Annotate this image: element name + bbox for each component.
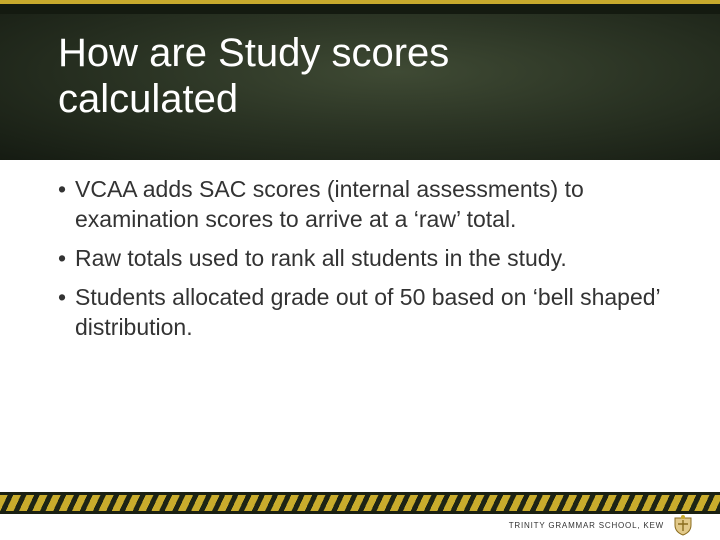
footer xyxy=(0,484,720,540)
school-name: TRINITY GRAMMAR SCHOOL, KEW xyxy=(508,521,664,530)
bullet-text: VCAA adds SAC scores (internal assessments) to examination scores to arrive at a ‘raw’ total. xyxy=(75,176,584,232)
bullet-item xyxy=(58,282,678,342)
bullet-text: Raw totals used to rank all students in the study. xyxy=(75,245,567,271)
footer-striped-band xyxy=(0,492,720,514)
bullet-list xyxy=(58,174,678,351)
slide-title-line-1: How are Study scores xyxy=(58,31,450,75)
bullet-marker: • xyxy=(58,245,67,271)
bullet-marker: • xyxy=(58,284,67,310)
school-crest-icon xyxy=(672,514,694,536)
bullet-item xyxy=(58,243,678,273)
bullet-item xyxy=(58,174,678,234)
title-banner xyxy=(0,0,720,160)
slide-title xyxy=(58,30,678,122)
bullet-text: Students allocated grade out of 50 based on ‘bell shaped’ distribution. xyxy=(75,284,660,340)
slide-title-line-2: calculated xyxy=(58,77,239,121)
banner-dark-stripe xyxy=(0,4,720,14)
bullet-marker: • xyxy=(58,176,67,202)
